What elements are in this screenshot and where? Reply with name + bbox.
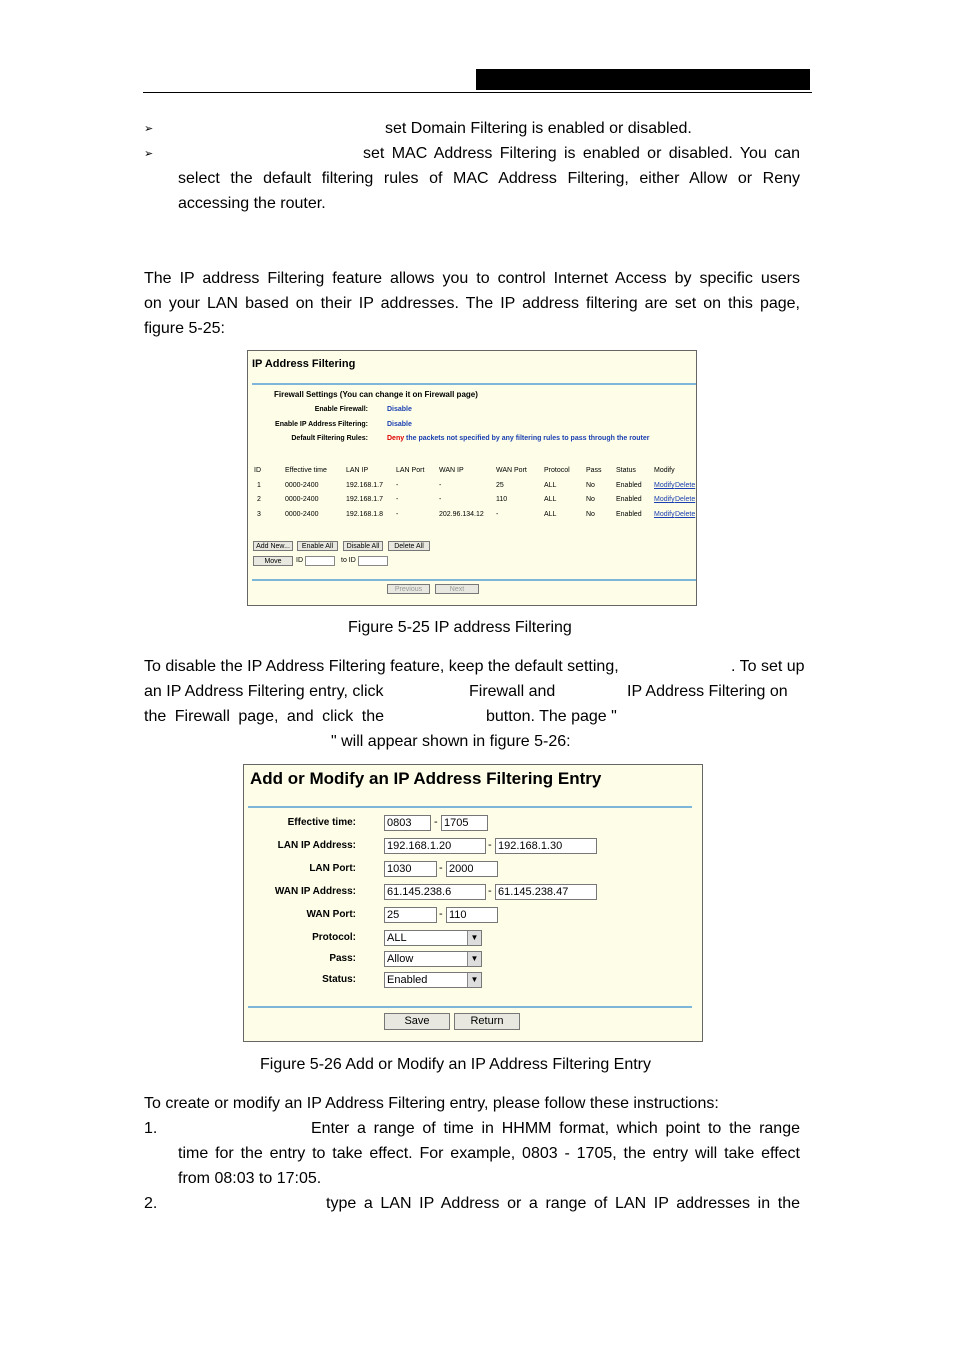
list-item-text: from 08:03 to 17:05. — [178, 1170, 322, 1187]
bullet-marker: ➢ — [144, 148, 154, 160]
fig1-setting-value-deny: Deny — [387, 435, 405, 442]
fig1-col-header: LAN Port — [396, 467, 425, 474]
id-label: ID — [296, 557, 303, 564]
return-button[interactable]: Return — [454, 1013, 520, 1030]
fig1-cell: 25 — [496, 482, 504, 489]
dropdown-arrow-icon[interactable]: ▼ — [467, 952, 481, 966]
move-id-input[interactable] — [305, 556, 335, 566]
fig1-col-header: WAN Port — [496, 467, 527, 474]
range-dash: - — [488, 839, 492, 851]
fig1-col-header: LAN IP — [346, 467, 369, 474]
fig1-cell: ALL — [544, 496, 557, 503]
delete-link[interactable]: Delete — [675, 496, 696, 503]
para2-text: Firewall and — [469, 683, 556, 700]
status-label: Status: — [322, 974, 356, 985]
bullet-marker: ➢ — [144, 123, 154, 135]
fig1-setting-value: Disable — [387, 421, 412, 428]
modify-link[interactable]: Modify — [654, 496, 675, 503]
fig1-cell: - — [396, 511, 399, 518]
para2-text: . To set up — [731, 658, 805, 675]
fig1-rule — [252, 579, 696, 581]
fig1-col-header: ID — [254, 467, 261, 474]
fig1-col-header: Status — [616, 467, 636, 474]
fig1-cell: 2 — [257, 496, 261, 503]
fig1-title: IP Address Filtering — [252, 358, 356, 370]
wan-ip-label: WAN IP Address: — [274, 886, 356, 897]
fig1-col-header: Pass — [586, 467, 602, 474]
fig1-cell: - — [396, 496, 399, 503]
effective-time-to-input[interactable]: 1705 — [441, 815, 488, 831]
range-dash: - — [439, 862, 443, 874]
instructions-intro: To create or modify an IP Address Filtering entry, please follow these instructions: — [144, 1095, 719, 1112]
list-item-text: type a LAN IP Address or a range of LAN IP addresses in the — [326, 1195, 800, 1212]
list-number: 2. — [144, 1195, 158, 1212]
fig1-col-header: WAN IP — [439, 467, 464, 474]
save-button[interactable]: Save — [384, 1013, 450, 1030]
fig1-cell: Enabled — [616, 511, 642, 518]
protocol-label: Protocol: — [312, 932, 356, 943]
dropdown-arrow-icon[interactable]: ▼ — [467, 973, 481, 987]
bullet-text: accessing the router. — [178, 195, 326, 212]
figure-ip-address-filtering — [247, 350, 697, 606]
fig1-cell: 0000-2400 — [285, 482, 319, 489]
delete-link[interactable]: Delete — [675, 511, 696, 518]
fig1-cell: - — [396, 482, 399, 489]
status-value: Enabled — [387, 974, 428, 986]
bullet-text: set MAC Address Filtering is enabled or disabled. You can — [363, 145, 800, 162]
fig1-setting-label: Enable Firewall: — [314, 406, 368, 413]
fig1-cell: - — [439, 496, 442, 503]
lan-port-from-input[interactable]: 1030 — [384, 861, 437, 877]
fig1-col-header: Protocol — [544, 467, 570, 474]
wan-port-from-input[interactable]: 25 — [384, 907, 437, 923]
lan-ip-from-input[interactable]: 192.168.1.20 — [384, 838, 486, 854]
protocol-value: ALL — [387, 932, 407, 944]
fig1-setting-label: Enable IP Address Filtering: — [275, 421, 368, 428]
fig2-title: Add or Modify an IP Address Filtering Entry — [250, 769, 602, 788]
fig1-col-header: Effective time — [285, 467, 327, 474]
range-dash: - — [439, 908, 443, 920]
range-dash: - — [488, 885, 492, 897]
para2-text: the Firewall page, and click the — [144, 708, 384, 725]
list-number: 1. — [144, 1120, 158, 1137]
figure-caption: Figure 5-25 IP address Filtering — [348, 619, 572, 636]
intro-paragraph: The IP address Filtering feature allows you to control Internet Access by specific users — [144, 270, 800, 287]
range-dash: - — [434, 816, 438, 828]
next-button[interactable]: Next — [435, 584, 479, 594]
previous-button[interactable]: Previous — [387, 584, 430, 594]
fig1-cell: No — [586, 496, 595, 503]
modify-link[interactable]: Modify — [654, 511, 675, 518]
effective-time-from-input[interactable]: 0803 — [384, 815, 431, 831]
status-select[interactable] — [384, 972, 482, 988]
header-rule — [143, 92, 812, 93]
fig1-cell: 1 — [257, 482, 261, 489]
to-id-label: to ID — [341, 557, 356, 564]
add-new-button[interactable]: Add New... — [253, 541, 293, 551]
fig1-cell: 0000-2400 — [285, 511, 319, 518]
lan-port-label: LAN Port: — [309, 863, 356, 874]
fig1-cell: - — [496, 511, 499, 518]
fig1-setting-value: Disable — [387, 406, 412, 413]
wan-ip-to-input[interactable]: 61.145.238.47 — [495, 884, 597, 900]
para2-text: an IP Address Filtering entry, click — [144, 683, 384, 700]
lan-port-to-input[interactable]: 2000 — [446, 861, 498, 877]
dropdown-arrow-icon[interactable]: ▼ — [467, 931, 481, 945]
fig1-cell: 192.168.1.7 — [346, 482, 383, 489]
fig1-rule — [252, 383, 696, 385]
modify-link[interactable]: Modify — [654, 482, 675, 489]
fig1-cell: - — [439, 482, 442, 489]
protocol-select[interactable] — [384, 930, 482, 946]
fig1-col-header: Modify — [654, 467, 675, 474]
intro-paragraph: figure 5-25: — [144, 320, 225, 337]
fig1-cell: No — [586, 511, 595, 518]
fig1-cell: 110 — [496, 496, 508, 503]
fig1-cell: 0000-2400 — [285, 496, 319, 503]
effective-time-label: Effective time: — [287, 817, 356, 828]
move-to-id-input[interactable] — [358, 556, 388, 566]
lan-ip-to-input[interactable]: 192.168.1.30 — [495, 838, 597, 854]
lan-ip-label: LAN IP Address: — [277, 840, 356, 851]
fig2-rule — [248, 806, 692, 808]
para2-text: IP Address Filtering on — [627, 683, 788, 700]
header-bar — [476, 69, 810, 90]
pass-value: Allow — [387, 953, 414, 965]
fig1-cell: ALL — [544, 482, 557, 489]
intro-paragraph: on your LAN based on their IP addresses. The IP address filtering are set on this page, — [144, 295, 800, 312]
fig1-setting-label: Default Filtering Rules: — [291, 435, 368, 442]
fig1-cell: ALL — [544, 511, 557, 518]
wan-port-label: WAN Port: — [306, 909, 356, 920]
fig1-cell: 202.96.134.12 — [439, 511, 484, 518]
pass-label: Pass: — [329, 953, 356, 964]
delete-all-button[interactable]: Delete All — [388, 541, 430, 551]
para2-text: button. The page " — [486, 708, 617, 725]
wan-port-to-input[interactable]: 110 — [446, 907, 498, 923]
disable-all-button[interactable]: Disable All — [343, 541, 383, 551]
fig1-cell: Enabled — [616, 496, 642, 503]
fig1-cell: 3 — [257, 511, 261, 518]
list-item-text: Enter a range of time in HHMM format, which point to the range — [311, 1120, 800, 1137]
bullet-text: select the default filtering rules of MAC Address Filtering, either Allow or Reny — [178, 170, 800, 187]
move-button[interactable]: Move — [253, 556, 293, 566]
delete-link[interactable]: Delete — [675, 482, 696, 489]
figure-caption: Figure 5-26 Add or Modify an IP Address Filtering Entry — [260, 1056, 652, 1073]
para2-text: To disable the IP Address Filtering feature, keep the default setting, — [144, 658, 619, 675]
pass-select[interactable] — [384, 951, 482, 967]
fig1-section-title: Firewall Settings (You can change it on Firewall page) — [274, 390, 478, 399]
fig1-cell: 192.168.1.7 — [346, 496, 383, 503]
fig1-cell: No — [586, 482, 595, 489]
fig1-setting-value: the packets not specified by any filtering rules to pass through the router — [406, 435, 650, 442]
figure-add-modify-entry — [243, 764, 703, 1042]
fig1-cell: Enabled — [616, 482, 642, 489]
enable-all-button[interactable]: Enable All — [297, 541, 338, 551]
bullet-text: set Domain Filtering is enabled or disabled. — [385, 120, 692, 137]
list-item-text: time for the entry to take effect. For example, 0803 - 1705, the entry will take effect — [178, 1145, 800, 1162]
fig1-cell: 192.168.1.8 — [346, 511, 383, 518]
fig2-rule — [248, 1006, 692, 1008]
wan-ip-from-input[interactable]: 61.145.238.6 — [384, 884, 486, 900]
para2-text: " will appear shown in figure 5-26: — [331, 733, 571, 750]
